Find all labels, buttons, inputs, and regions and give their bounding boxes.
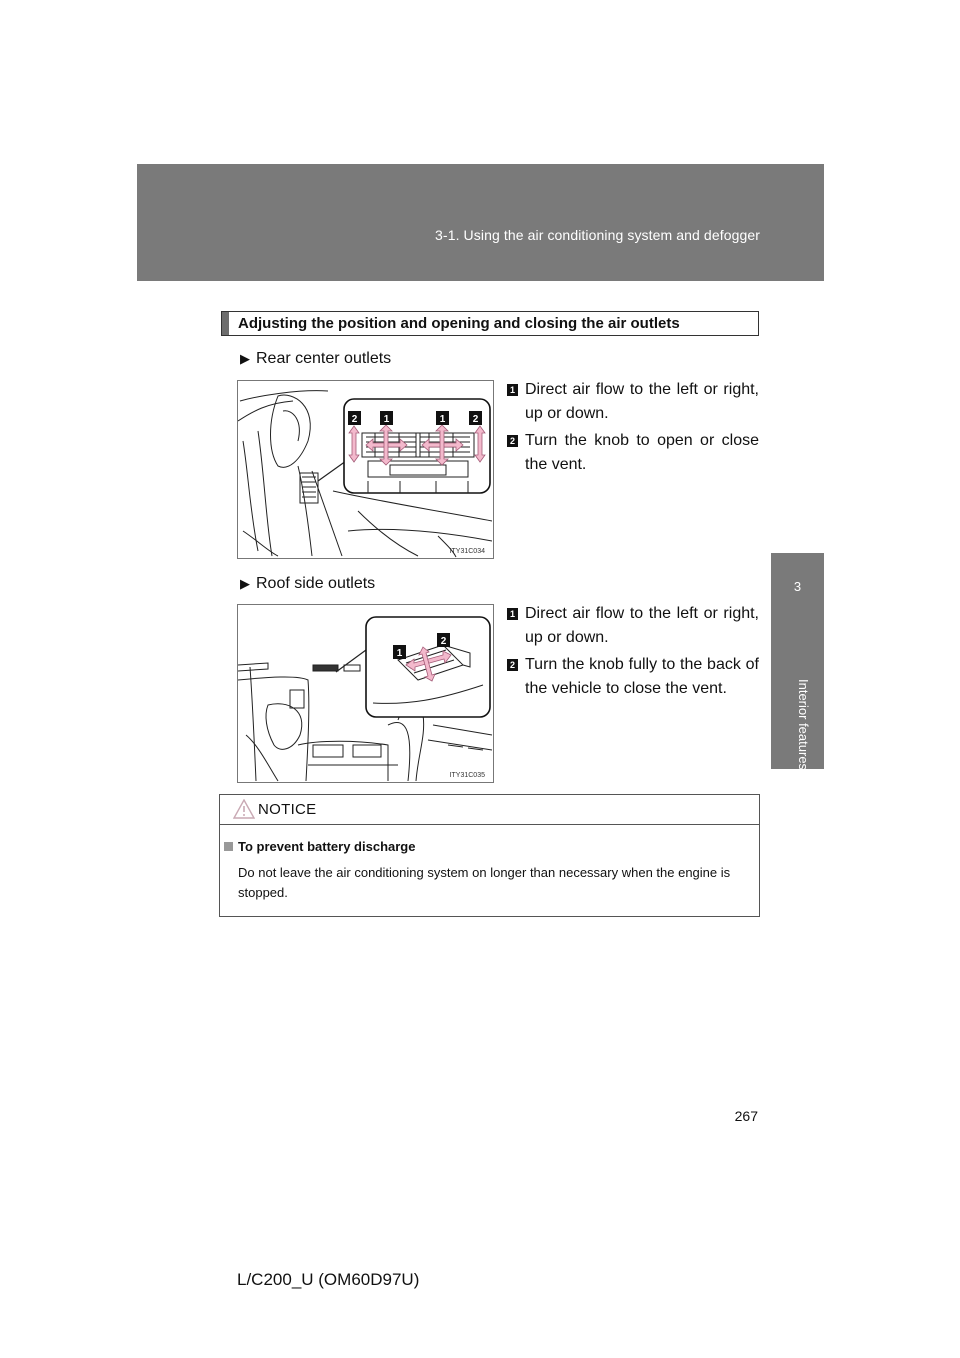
list-item-text: Direct air flow to the left or right, up or down. <box>525 605 759 646</box>
figure-code: ITY31C034 <box>449 548 485 555</box>
list-item <box>507 653 759 701</box>
roof-side-heading-text: Roof side outlets <box>256 575 376 592</box>
rear-center-heading-text: Rear center outlets <box>256 350 392 367</box>
notice-subtitle <box>224 839 415 854</box>
rear-center-items <box>507 378 759 480</box>
list-item <box>507 602 759 650</box>
list-item-text: Turn the knob fully to the back of the vehicle to close the vent. <box>525 656 759 697</box>
figure-code: ITY31C035 <box>449 772 485 779</box>
step-number-badge: 1 <box>507 608 518 620</box>
callout-label: 1 <box>396 648 403 659</box>
rear-center-illustration <box>238 381 493 558</box>
step-number-badge: 1 <box>507 384 518 396</box>
list-item <box>507 429 759 477</box>
warning-triangle-icon <box>233 799 255 819</box>
callout-label: 2 <box>440 636 447 647</box>
rear-center-figure <box>237 380 494 559</box>
section-heading <box>221 311 759 336</box>
callout-label: 1 <box>383 414 390 425</box>
header-band <box>137 164 824 281</box>
roof-side-heading <box>240 575 375 593</box>
step-number-badge: 2 <box>507 435 518 447</box>
notice-body: Do not leave the air conditioning system on longer than necessary when the engine is stopped. <box>238 865 731 900</box>
roof-side-illustration <box>238 605 493 782</box>
triangle-bullet-icon: ▶ <box>240 576 250 591</box>
notice-subtitle-text: To prevent battery discharge <box>238 839 416 854</box>
rear-center-heading <box>240 350 391 368</box>
triangle-bullet-icon: ▶ <box>240 351 250 366</box>
callout-label: 2 <box>472 414 479 425</box>
step-number-badge: 2 <box>507 659 518 671</box>
notice-title: NOTICE <box>258 801 317 818</box>
page-number: 267 <box>734 1108 758 1124</box>
side-tab <box>771 553 824 769</box>
callout-label: 1 <box>439 414 446 425</box>
notice-box <box>219 794 760 917</box>
callout-label: 2 <box>351 414 358 425</box>
list-item-text: Direct air flow to the left or right, up or down. <box>525 381 759 422</box>
roof-side-items <box>507 602 759 704</box>
roof-side-figure <box>237 604 494 783</box>
notice-header <box>220 795 759 825</box>
side-tab-number: 3 <box>793 579 802 594</box>
footer-code: L/C200_U (OM60D97U) <box>237 1270 420 1289</box>
square-bullet-icon <box>224 842 233 851</box>
list-item-text: Turn the knob to open or close the vent. <box>525 432 759 473</box>
chapter-title: 3-1. Using the air conditioning system and defogger <box>435 227 760 243</box>
section-title: Adjusting the position and opening and closing the air outlets <box>238 315 680 332</box>
list-item <box>507 378 759 426</box>
side-tab-label: Interior features <box>796 679 811 771</box>
